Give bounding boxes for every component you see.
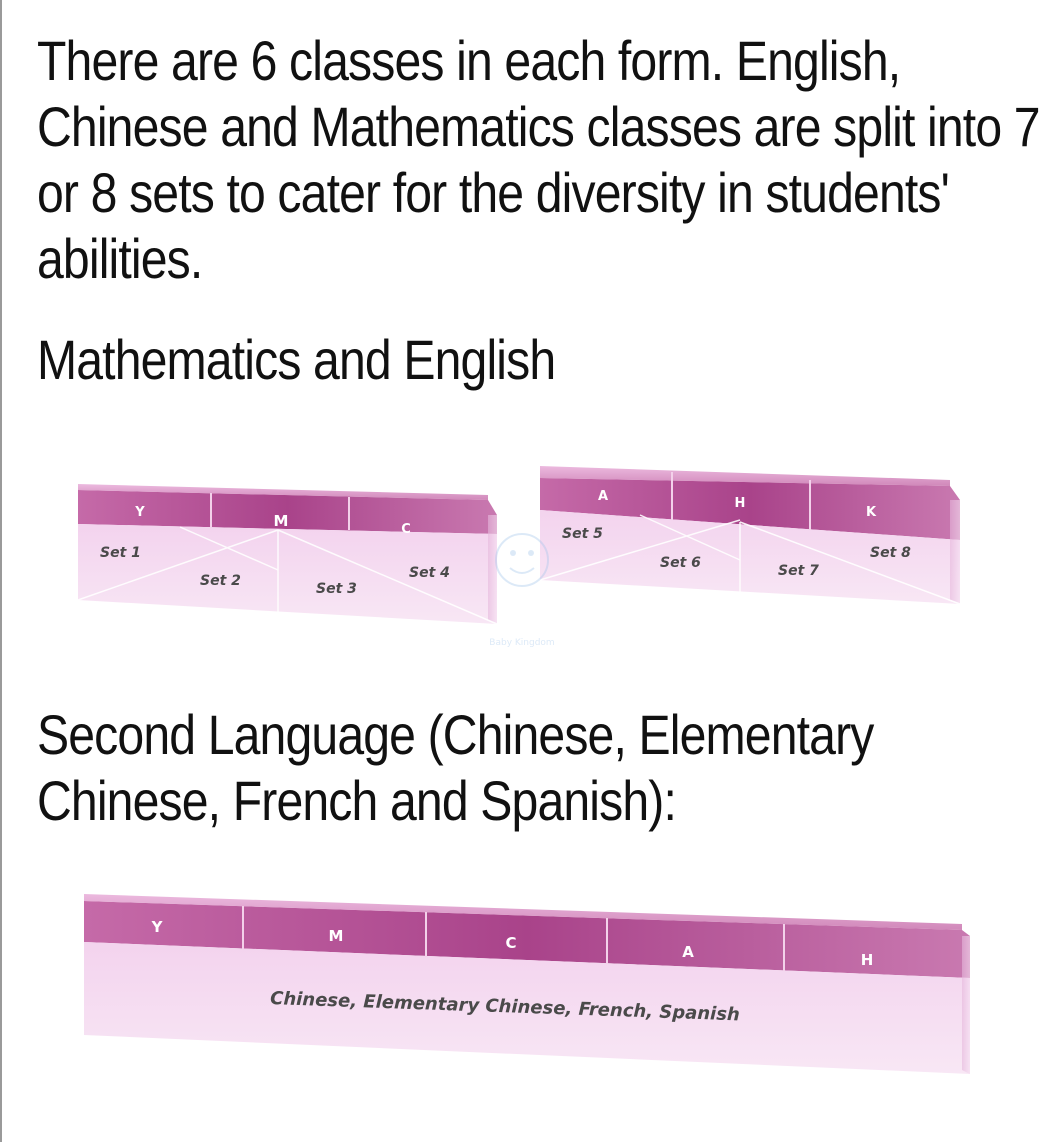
class-label: M xyxy=(273,512,289,530)
class-label: Y xyxy=(135,505,145,520)
languages-label: Chinese, Elementary Chinese, French, Spanish xyxy=(269,988,741,1026)
intro-text: There are 6 classes in each form. English, Chinese and Mathematics classes are split into 7 or 8 sets to cater for the diversity in students' abilities. xyxy=(37,29,1040,290)
class-label: M xyxy=(328,927,344,945)
class-label: H xyxy=(734,496,746,511)
set-label: Set 1 xyxy=(100,545,141,561)
class-label: Y xyxy=(151,918,163,936)
block-math-english-1 xyxy=(78,484,497,624)
math-english-heading: Mathematics and English xyxy=(37,328,556,391)
class-label: K xyxy=(865,505,877,520)
set-label: Set 3 xyxy=(316,581,357,597)
set-label: Set 4 xyxy=(409,565,450,581)
set-label: Set 6 xyxy=(660,555,701,571)
set-label: Set 7 xyxy=(778,563,819,579)
second-language-heading: Second Language (Chinese, Elementary Chinese, French and Spanish): xyxy=(37,703,874,832)
class-label: A xyxy=(597,489,609,504)
set-label: Set 5 xyxy=(562,526,603,542)
class-label: C xyxy=(401,522,411,537)
set-label: Set 2 xyxy=(200,573,241,589)
class-label: A xyxy=(682,943,694,961)
watermark-text: Baby Kingdom xyxy=(489,638,555,648)
class-label: H xyxy=(860,951,874,969)
block-math-english-2 xyxy=(540,466,960,604)
block-second-language xyxy=(84,894,970,1074)
set-label: Set 8 xyxy=(870,545,911,561)
class-label: C xyxy=(505,934,517,952)
